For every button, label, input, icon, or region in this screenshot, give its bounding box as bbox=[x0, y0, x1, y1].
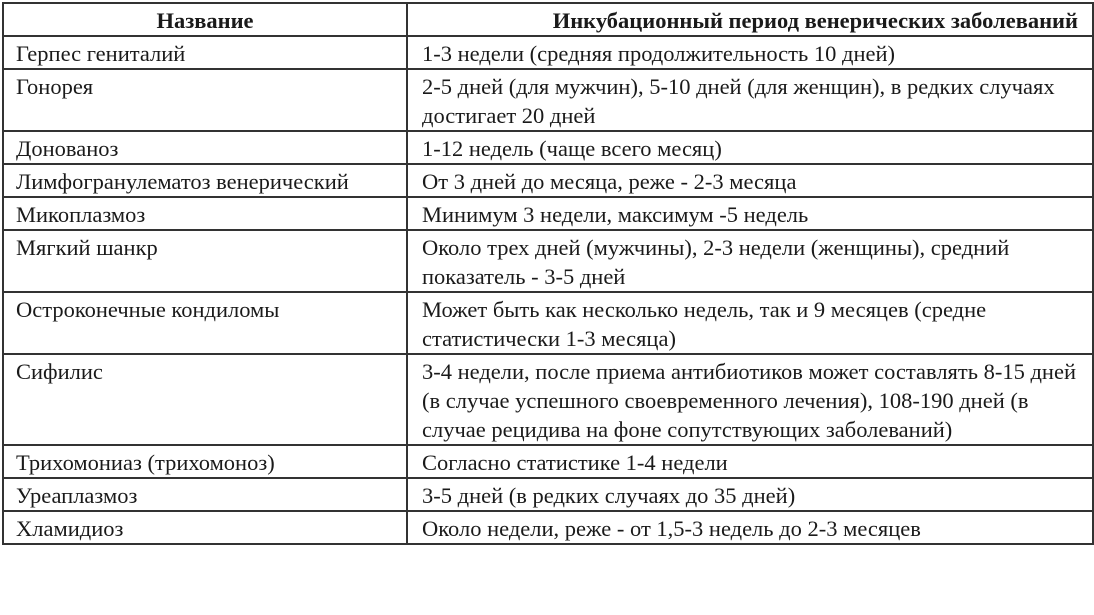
table-row bbox=[3, 445, 1093, 478]
incubation-table bbox=[2, 2, 1094, 545]
disease-name: Герпес гениталий bbox=[3, 36, 407, 69]
table-row bbox=[3, 478, 1093, 511]
table-row bbox=[3, 131, 1093, 164]
incubation-period: 3-5 дней (в редких случаях до 35 дней) bbox=[407, 478, 1093, 511]
table-row bbox=[3, 197, 1093, 230]
table-row bbox=[3, 292, 1093, 354]
incubation-period: От 3 дней до месяца, реже - 2-3 месяца bbox=[407, 164, 1093, 197]
table-row bbox=[3, 164, 1093, 197]
disease-name: Хламидиоз bbox=[3, 511, 407, 544]
disease-name: Уреаплазмоз bbox=[3, 478, 407, 511]
disease-name: Трихомониаз (трихомоноз) bbox=[3, 445, 407, 478]
incubation-period: Около трех дней (мужчины), 2-3 недели (женщины), средний показатель - 3-5 дней bbox=[407, 230, 1093, 292]
disease-name: Мягкий шанкр bbox=[3, 230, 407, 292]
header-incubation-period: Инкубационный период венерических заболеваний bbox=[407, 3, 1093, 36]
incubation-period: Может быть как несколько недель, так и 9 месяцев (средне статистически 1-3 месяца) bbox=[407, 292, 1093, 354]
incubation-period: Около недели, реже - от 1,5-3 недель до 2-3 месяцев bbox=[407, 511, 1093, 544]
incubation-period: Минимум 3 недели, максимум -5 недель bbox=[407, 197, 1093, 230]
table-row bbox=[3, 230, 1093, 292]
table-row bbox=[3, 354, 1093, 445]
header-row bbox=[3, 3, 1093, 36]
disease-name: Донованоз bbox=[3, 131, 407, 164]
incubation-period: 3-4 недели, после приема антибиотиков может составлять 8-15 дней (в случае успешного своевременного лечения), 108-190 дней (в случае рецидива на фоне сопутствующих заболеваний) bbox=[407, 354, 1093, 445]
disease-name: Микоплазмоз bbox=[3, 197, 407, 230]
disease-name: Сифилис bbox=[3, 354, 407, 445]
incubation-period: 2-5 дней (для мужчин), 5-10 дней (для женщин), в редких случаях достигает 20 дней bbox=[407, 69, 1093, 131]
disease-name: Гонорея bbox=[3, 69, 407, 131]
table-row bbox=[3, 511, 1093, 544]
incubation-period: 1-12 недель (чаще всего месяц) bbox=[407, 131, 1093, 164]
incubation-period: Согласно статистике 1-4 недели bbox=[407, 445, 1093, 478]
header-name: Название bbox=[3, 3, 407, 36]
disease-name: Остроконечные кондиломы bbox=[3, 292, 407, 354]
incubation-period: 1-3 недели (средняя продолжительность 10 дней) bbox=[407, 36, 1093, 69]
disease-name: Лимфогранулематоз венерический bbox=[3, 164, 407, 197]
table-row bbox=[3, 69, 1093, 131]
table-row bbox=[3, 36, 1093, 69]
